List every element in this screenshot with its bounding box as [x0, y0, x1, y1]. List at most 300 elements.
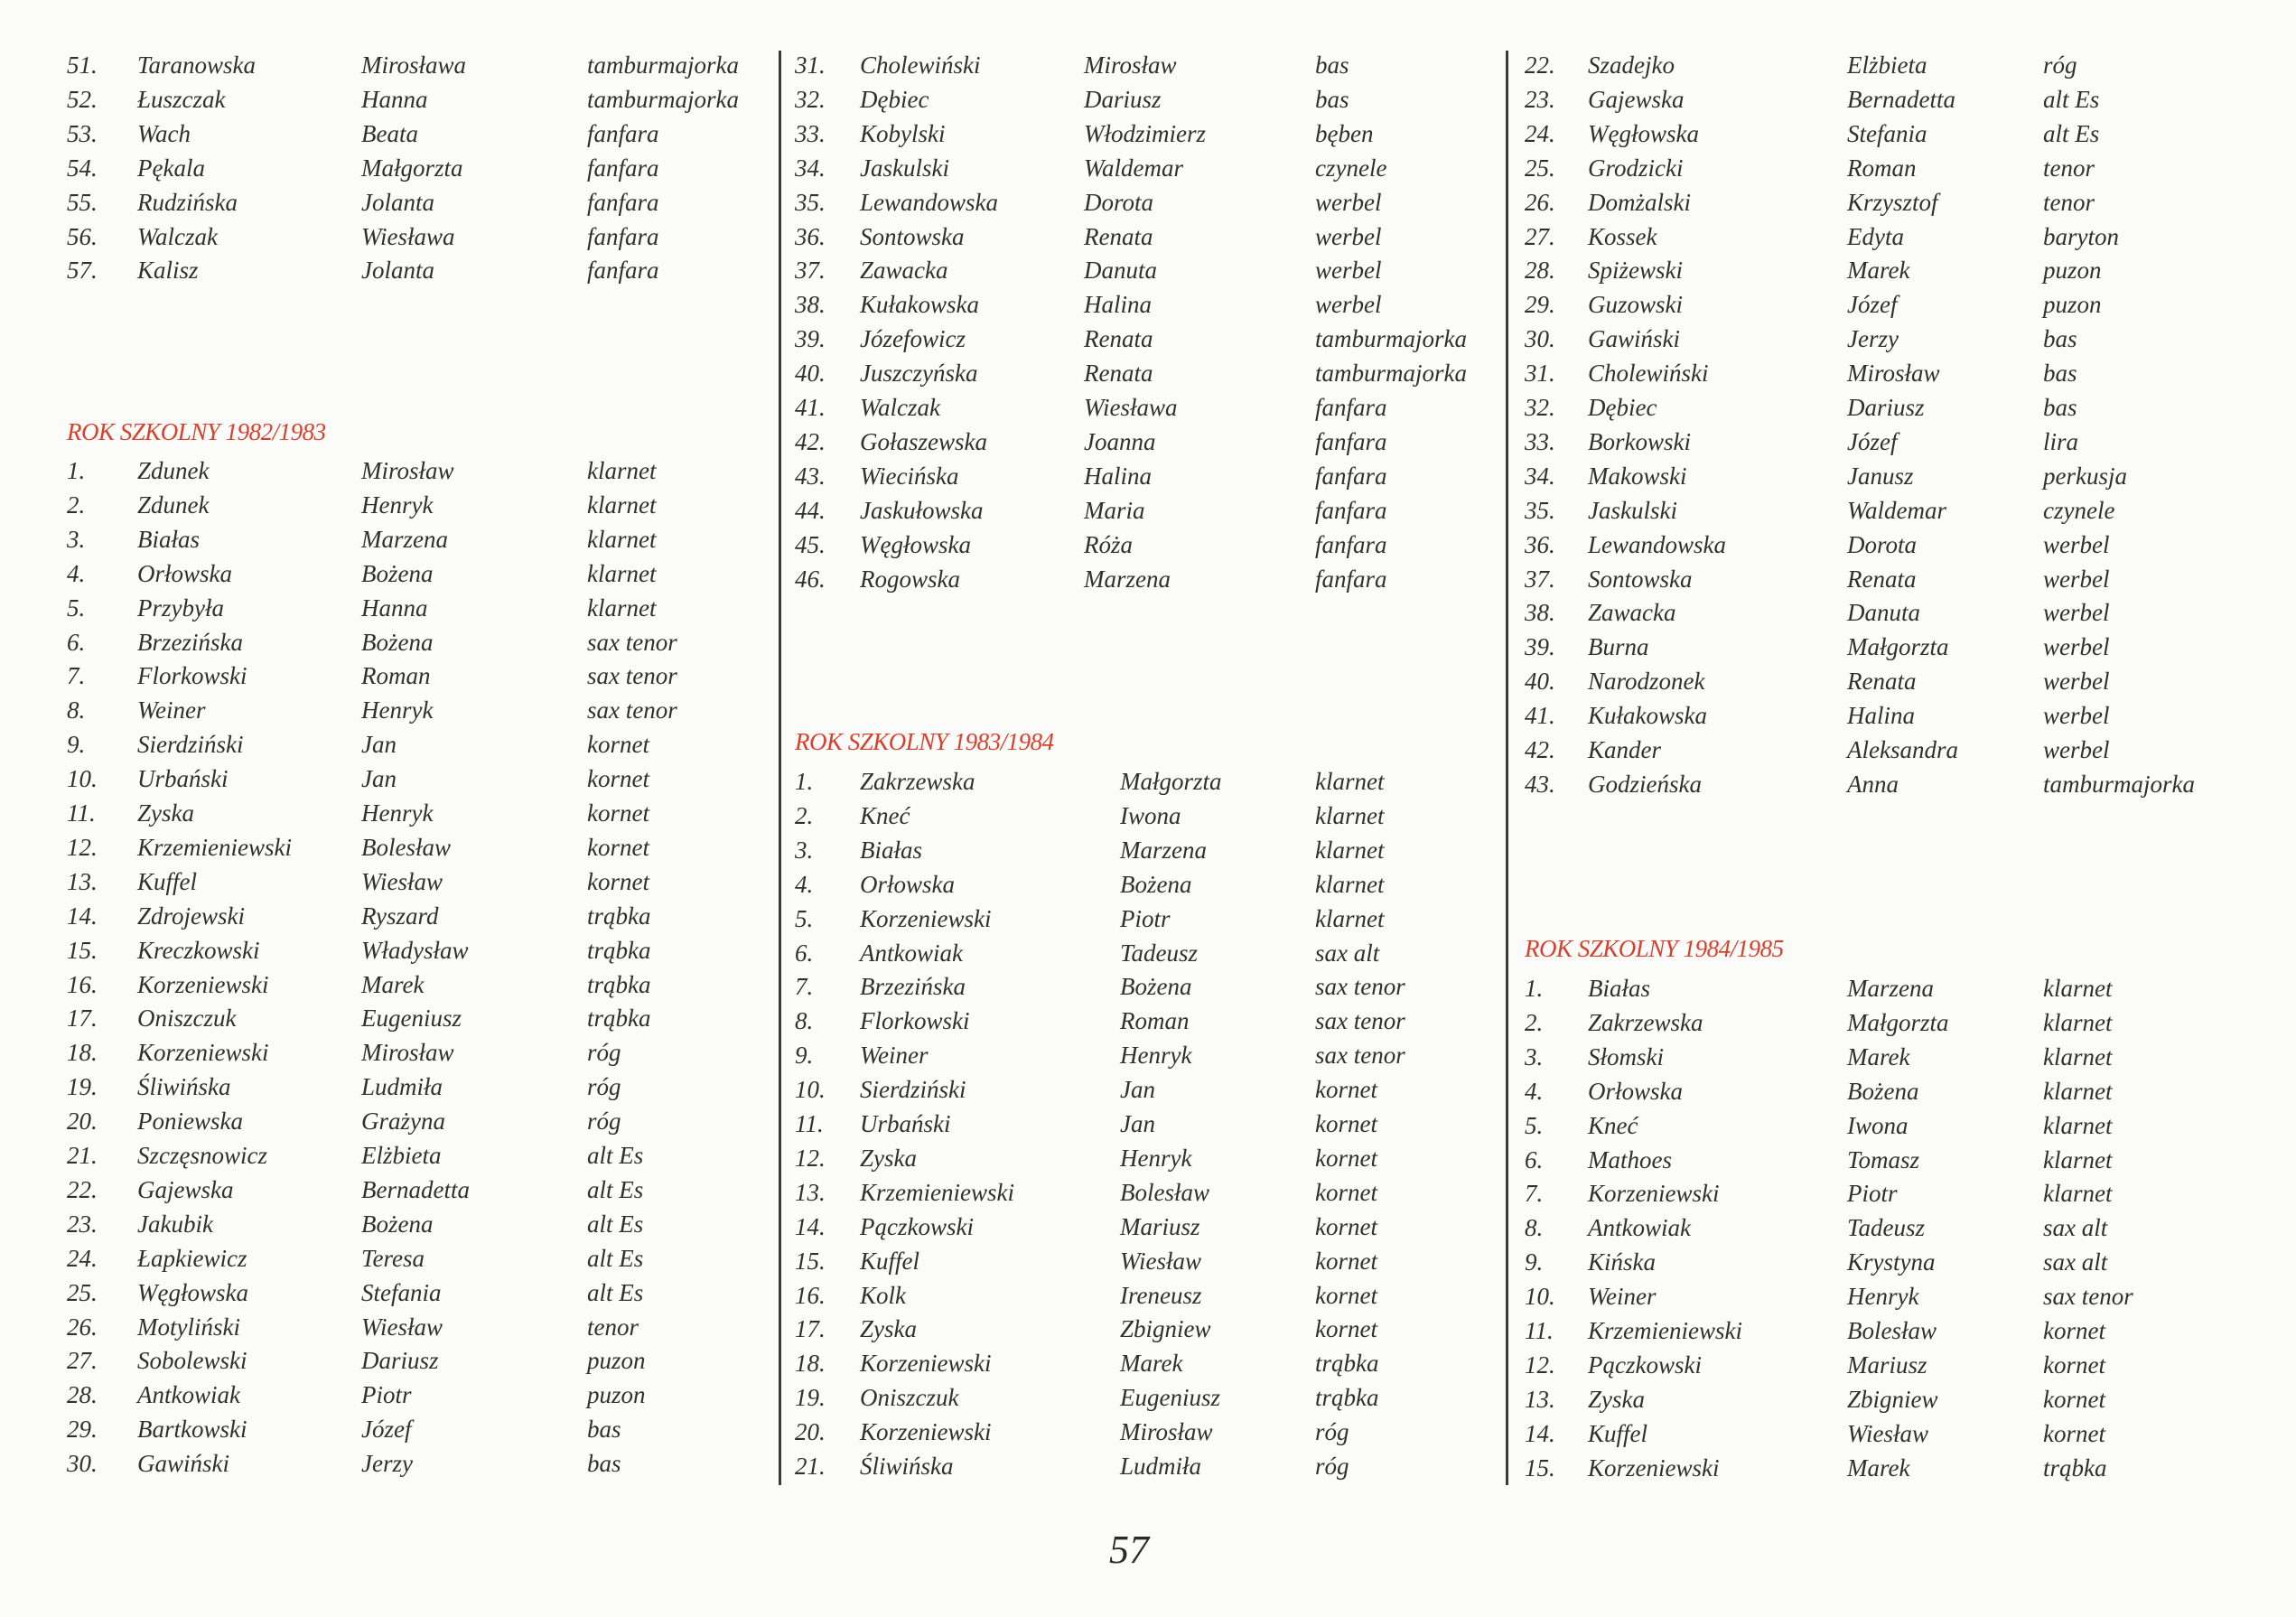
row-number: 15. — [67, 936, 98, 964]
first-name: Zbigniew — [1120, 1315, 1211, 1343]
instrument: klarnet — [1315, 801, 1385, 829]
first-name: Dorota — [1084, 188, 1154, 216]
first-name: Małgorzta — [1847, 1008, 1949, 1036]
instrument: tamburmajorka — [2043, 770, 2195, 798]
row-number: 14. — [795, 1212, 826, 1240]
surname: Kolk — [860, 1281, 906, 1309]
surname: Jaskulski — [1588, 496, 1677, 524]
first-name: Halina — [1084, 291, 1153, 319]
row-number: 34. — [795, 154, 826, 182]
row-number: 26. — [1525, 188, 1555, 216]
row-number: 3. — [1525, 1042, 1544, 1070]
row-number: 22. — [67, 1175, 98, 1203]
row-number: 35. — [1525, 496, 1555, 524]
surname: Pękala — [137, 154, 205, 182]
instrument: werbel — [2043, 668, 2110, 696]
first-name: Henryk — [1847, 1283, 1919, 1311]
instrument: bas — [1315, 85, 1349, 113]
surname: Zdunek — [137, 457, 210, 484]
row-number: 19. — [67, 1073, 98, 1101]
instrument: klarnet — [587, 457, 657, 484]
row-number: 11. — [67, 799, 96, 827]
surname: Jaskułowska — [860, 496, 984, 524]
first-name: Dariusz — [1084, 85, 1162, 113]
instrument: fanfara — [587, 119, 659, 147]
first-name: Dariusz — [361, 1347, 439, 1375]
first-name: Piotr — [1847, 1180, 1898, 1208]
surname: Kander — [1588, 736, 1661, 763]
row-number: 28. — [67, 1381, 98, 1409]
instrument: sax tenor — [587, 696, 677, 724]
row-number: 1. — [1525, 975, 1544, 1002]
surname: Dębiec — [860, 85, 929, 113]
first-name: Stefania — [1847, 119, 1927, 147]
surname: Juszczyńska — [860, 360, 978, 388]
column-divider-right — [1506, 51, 1508, 1485]
first-name: Mirosław — [361, 457, 454, 484]
surname: Taranowska — [137, 51, 257, 79]
row-number: 2. — [1525, 1008, 1544, 1036]
row-number: 11. — [795, 1110, 824, 1137]
first-name: Bolesław — [1847, 1317, 1937, 1344]
surname: Białas — [860, 836, 923, 864]
first-name: Marek — [1120, 1350, 1183, 1378]
row-number: 17. — [795, 1315, 826, 1343]
instrument: werbel — [1315, 222, 1382, 250]
instrument: werbel — [1315, 257, 1382, 285]
row-number: 43. — [1525, 770, 1555, 798]
instrument: tamburmajorka — [587, 85, 739, 113]
surname: Kneć — [860, 801, 910, 829]
instrument: tenor — [2043, 154, 2095, 182]
first-name: Halina — [1847, 702, 1916, 730]
instrument: fanfara — [1315, 530, 1387, 558]
first-name: Bolesław — [361, 833, 451, 861]
first-name: Henryk — [361, 491, 434, 519]
first-name: Bożena — [361, 1210, 434, 1238]
instrument: sax alt — [2043, 1214, 2108, 1242]
instrument: kornet — [2043, 1351, 2105, 1379]
instrument: puzon — [2043, 257, 2102, 285]
instrument: kornet — [1315, 1247, 1377, 1275]
surname: Cholewiński — [860, 51, 981, 79]
row-number: 4. — [67, 559, 86, 587]
first-name: Henryk — [1120, 1042, 1192, 1070]
surname: Florkowski — [137, 662, 247, 690]
first-name: Marek — [1847, 257, 1910, 285]
first-name: Tomasz — [1847, 1145, 1920, 1173]
surname: Kuffel — [1588, 1419, 1647, 1447]
first-name: Marek — [361, 970, 425, 998]
instrument: kornet — [587, 833, 649, 861]
surname: Dębiec — [1588, 394, 1657, 421]
surname: Oniszczuk — [860, 1384, 959, 1412]
row-number: 15. — [795, 1247, 826, 1275]
surname: Węgłowska — [137, 1278, 248, 1306]
row-number: 40. — [795, 360, 826, 388]
row-number: 4. — [1525, 1077, 1544, 1105]
surname: Gajewska — [137, 1175, 234, 1203]
instrument: bas — [2043, 325, 2077, 353]
surname: Śliwińska — [137, 1073, 231, 1101]
first-name: Eugeniusz — [1120, 1384, 1220, 1412]
instrument: alt Es — [587, 1210, 644, 1238]
row-number: 41. — [795, 394, 826, 421]
row-number: 12. — [795, 1144, 826, 1172]
instrument: bas — [587, 1416, 621, 1444]
row-number: 30. — [67, 1450, 98, 1478]
first-name: Elżbieta — [361, 1142, 442, 1169]
row-number: 6. — [67, 628, 86, 656]
instrument: kornet — [2043, 1317, 2105, 1344]
row-number: 31. — [1525, 360, 1555, 388]
row-number: 8. — [1525, 1214, 1544, 1242]
instrument: klarnet — [587, 559, 657, 587]
surname: Grodzicki — [1588, 154, 1684, 182]
surname: Walczak — [860, 394, 940, 421]
surname: Weiner — [860, 1042, 929, 1070]
surname: Korzeniewski — [860, 904, 992, 932]
first-name: Maria — [1084, 496, 1145, 524]
row-number: 33. — [795, 119, 826, 147]
first-name: Waldemar — [1847, 496, 1947, 524]
row-number: 3. — [795, 836, 814, 864]
first-name: Ludmiła — [361, 1073, 443, 1101]
row-number: 44. — [795, 496, 826, 524]
surname: Guzowski — [1588, 291, 1684, 319]
surname: Walczak — [137, 222, 218, 250]
surname: Narodzonek — [1588, 668, 1705, 696]
surname: Korzeniewski — [137, 970, 269, 998]
row-number: 1. — [67, 457, 86, 484]
instrument: alt Es — [2043, 119, 2100, 147]
row-number: 17. — [67, 1005, 98, 1033]
instrument: fanfara — [1315, 565, 1387, 593]
first-name: Józef — [1847, 291, 1898, 319]
row-number: 32. — [795, 85, 826, 113]
surname: Śliwińska — [860, 1453, 954, 1480]
first-name: Mirosław — [1084, 51, 1177, 79]
instrument: sax tenor — [587, 628, 677, 656]
row-number: 38. — [1525, 599, 1555, 627]
row-number: 13. — [67, 867, 98, 895]
first-name: Mirosław — [1847, 360, 1940, 388]
surname: Białas — [137, 525, 201, 553]
instrument: werbel — [2043, 599, 2110, 627]
surname: Łapkiewicz — [137, 1244, 247, 1272]
surname: Lewandowska — [860, 188, 999, 216]
row-number: 27. — [67, 1347, 98, 1375]
row-number: 11. — [1525, 1317, 1554, 1344]
row-number: 30. — [1525, 325, 1555, 353]
row-number: 46. — [795, 565, 826, 593]
surname: Białas — [1588, 975, 1651, 1002]
instrument: klarnet — [2043, 1180, 2113, 1208]
row-number: 15. — [1525, 1453, 1555, 1481]
first-name: Eugeniusz — [361, 1005, 462, 1033]
row-number: 25. — [1525, 154, 1555, 182]
instrument: kornet — [1315, 1110, 1377, 1137]
row-number: 10. — [1525, 1283, 1555, 1311]
instrument: tamburmajorka — [587, 51, 739, 79]
surname: Wiecińska — [860, 462, 959, 490]
first-name: Marzena — [361, 525, 448, 553]
surname: Brzezińska — [137, 628, 243, 656]
surname: Pączkowski — [860, 1212, 974, 1240]
instrument: kornet — [1315, 1076, 1377, 1104]
surname: Spiżewski — [1588, 257, 1683, 285]
surname: Poniewska — [137, 1108, 243, 1136]
instrument: trąbka — [587, 902, 651, 930]
instrument: werbel — [2043, 702, 2110, 730]
first-name: Elżbieta — [1847, 51, 1927, 79]
first-name: Stefania — [361, 1278, 442, 1306]
first-name: Tadeusz — [1847, 1214, 1926, 1242]
first-name: Ludmiła — [1120, 1453, 1202, 1480]
surname: Zawacka — [860, 257, 948, 285]
first-name: Wiesław — [361, 1313, 443, 1341]
instrument: tenor — [587, 1313, 639, 1341]
row-number: 1. — [795, 768, 814, 795]
instrument: klarnet — [587, 594, 657, 622]
first-name: Mariusz — [1120, 1212, 1200, 1240]
first-name: Mariusz — [1847, 1351, 1927, 1379]
instrument: klarnet — [1315, 904, 1385, 932]
surname: Przybyła — [137, 594, 224, 622]
row-number: 40. — [1525, 668, 1555, 696]
row-number: 14. — [67, 902, 98, 930]
instrument: klarnet — [2043, 1145, 2113, 1173]
row-number: 37. — [1525, 565, 1555, 593]
first-name: Jolanta — [361, 188, 434, 216]
row-number: 5. — [67, 594, 86, 622]
first-name: Bożena — [1847, 1077, 1919, 1105]
instrument: werbel — [2043, 565, 2110, 593]
surname: Pączkowski — [1588, 1351, 1702, 1379]
row-number: 3. — [67, 525, 86, 553]
row-number: 51. — [67, 51, 98, 79]
surname: Sierdziński — [137, 731, 244, 759]
surname: Węgłowska — [1588, 119, 1699, 147]
row-number: 25. — [67, 1278, 98, 1306]
instrument: sax tenor — [1315, 1042, 1405, 1070]
instrument: trąbka — [587, 1005, 651, 1033]
first-name: Zbigniew — [1847, 1385, 1938, 1413]
row-number: 39. — [795, 325, 826, 353]
surname: Lewandowska — [1588, 530, 1727, 558]
first-name: Wiesława — [361, 222, 455, 250]
row-number: 36. — [1525, 530, 1555, 558]
first-name: Ryszard — [361, 902, 439, 930]
surname: Motyliński — [137, 1313, 240, 1341]
first-name: Jan — [361, 765, 397, 793]
first-name: Władysław — [361, 936, 469, 964]
surname: Orłowska — [860, 870, 956, 898]
instrument: bas — [2043, 394, 2077, 421]
row-number: 23. — [67, 1210, 98, 1238]
row-number: 45. — [795, 530, 826, 558]
row-number: 21. — [795, 1453, 826, 1480]
first-name: Joanna — [1084, 427, 1156, 455]
instrument: trąbka — [587, 970, 651, 998]
first-name: Iwona — [1120, 801, 1181, 829]
first-name: Hanna — [361, 85, 428, 113]
first-name: Bożena — [1120, 870, 1192, 898]
row-number: 19. — [795, 1384, 826, 1412]
instrument: klarnet — [2043, 1111, 2113, 1139]
row-number: 2. — [67, 491, 86, 519]
instrument: czynele — [2043, 496, 2115, 524]
row-number: 4. — [795, 870, 814, 898]
first-name: Renata — [1847, 565, 1917, 593]
row-number: 7. — [795, 973, 814, 1001]
first-name: Bożena — [1120, 973, 1192, 1001]
instrument: róg — [587, 1073, 621, 1101]
first-name: Krzysztof — [1847, 188, 1938, 216]
row-number: 28. — [1525, 257, 1555, 285]
surname: Oniszczuk — [137, 1005, 237, 1033]
surname: Słomski — [1588, 1042, 1664, 1070]
first-name: Włodzimierz — [1084, 119, 1206, 147]
first-name: Roman — [361, 662, 431, 690]
row-number: 23. — [1525, 85, 1555, 113]
row-number: 29. — [1525, 291, 1555, 319]
row-number: 33. — [1525, 427, 1555, 455]
first-name: Mirosław — [1120, 1418, 1213, 1446]
instrument: alt Es — [2043, 85, 2100, 113]
first-name: Anna — [1847, 770, 1899, 798]
first-name: Teresa — [361, 1244, 425, 1272]
row-number: 31. — [795, 51, 826, 79]
first-name: Marek — [1847, 1453, 1910, 1481]
instrument: werbel — [2043, 633, 2110, 661]
first-name: Renata — [1847, 668, 1917, 696]
first-name: Małgorzta — [1120, 768, 1222, 795]
first-name: Wiesław — [1847, 1419, 1929, 1447]
first-name: Małgorzta — [361, 154, 463, 182]
instrument: kornet — [1315, 1144, 1377, 1172]
row-number: 5. — [795, 904, 814, 932]
instrument: kornet — [1315, 1281, 1377, 1309]
instrument: róg — [1315, 1453, 1349, 1480]
surname: Urbański — [137, 765, 229, 793]
first-name: Wiesław — [1120, 1247, 1202, 1275]
row-number: 8. — [67, 696, 86, 724]
instrument: kornet — [1315, 1315, 1377, 1343]
first-name: Marek — [1847, 1042, 1910, 1070]
first-name: Mirosław — [361, 1039, 454, 1067]
surname: Zakrzewska — [860, 768, 975, 795]
instrument: tamburmajorka — [1315, 325, 1467, 353]
row-number: 56. — [67, 222, 98, 250]
row-number: 9. — [1525, 1248, 1544, 1276]
surname: Kińska — [1588, 1248, 1657, 1276]
page-number: 57 — [1109, 1528, 1149, 1572]
surname: Cholewiński — [1588, 360, 1709, 388]
row-number: 2. — [795, 801, 814, 829]
surname: Kneć — [1588, 1111, 1638, 1139]
row-number: 14. — [1525, 1419, 1555, 1447]
surname: Krzemieniewski — [137, 833, 292, 861]
instrument: fanfara — [587, 188, 659, 216]
row-number: 18. — [67, 1039, 98, 1067]
instrument: werbel — [2043, 530, 2110, 558]
first-name: Janusz — [1847, 462, 1914, 490]
surname: Brzezińska — [860, 973, 966, 1001]
surname: Kossek — [1588, 222, 1657, 250]
instrument: klarnet — [1315, 768, 1385, 795]
surname: Korzeniewski — [860, 1350, 992, 1378]
instrument: klarnet — [2043, 975, 2113, 1002]
instrument: kornet — [2043, 1385, 2105, 1413]
row-number: 35. — [795, 188, 826, 216]
first-name: Roman — [1120, 1007, 1190, 1035]
instrument: klarnet — [587, 491, 657, 519]
instrument: puzon — [2043, 291, 2102, 319]
surname: Bartkowski — [137, 1416, 247, 1444]
row-number: 13. — [1525, 1385, 1555, 1413]
instrument: trąbka — [2043, 1453, 2107, 1481]
first-name: Waldemar — [1084, 154, 1184, 182]
first-name: Hanna — [361, 594, 428, 622]
instrument: fanfara — [1315, 462, 1387, 490]
surname: Sobolewski — [137, 1347, 247, 1375]
column-divider-left — [779, 51, 781, 1485]
instrument: bas — [587, 1450, 621, 1478]
row-number: 29. — [67, 1416, 98, 1444]
surname: Sontowska — [860, 222, 965, 250]
first-name: Marzena — [1084, 565, 1171, 593]
surname: Szczęsnowicz — [137, 1142, 267, 1169]
section-title: ROK SZKOLNY 1983/1984 — [795, 728, 1054, 755]
row-number: 37. — [795, 257, 826, 285]
first-name: Edyta — [1847, 222, 1904, 250]
row-number: 24. — [67, 1244, 98, 1272]
first-name: Jan — [1120, 1076, 1155, 1104]
first-name: Jerzy — [1847, 325, 1899, 353]
row-number: 6. — [1525, 1145, 1544, 1173]
row-number: 36. — [795, 222, 826, 250]
surname: Florkowski — [860, 1007, 970, 1035]
row-number: 41. — [1525, 702, 1555, 730]
instrument: puzon — [587, 1381, 646, 1409]
first-name: Małgorzta — [1847, 633, 1949, 661]
surname: Kobylski — [860, 119, 946, 147]
first-name: Tadeusz — [1120, 939, 1199, 967]
first-name: Józef — [1847, 427, 1898, 455]
instrument: kornet — [587, 731, 649, 759]
instrument: puzon — [587, 1347, 646, 1375]
instrument: tenor — [2043, 188, 2095, 216]
surname: Gołaszewska — [860, 427, 987, 455]
instrument: kornet — [587, 799, 649, 827]
instrument: lira — [2043, 427, 2079, 455]
first-name: Dariusz — [1847, 394, 1925, 421]
surname: Zawacka — [1588, 599, 1676, 627]
instrument: sax tenor — [587, 662, 677, 690]
instrument: fanfara — [587, 154, 659, 182]
first-name: Halina — [1084, 462, 1153, 490]
surname: Kuffel — [137, 867, 197, 895]
surname: Kułakowska — [1588, 702, 1707, 730]
row-number: 26. — [67, 1313, 98, 1341]
surname: Gawiński — [1588, 325, 1681, 353]
row-number: 12. — [1525, 1351, 1555, 1379]
surname: Weiner — [137, 696, 206, 724]
instrument: fanfara — [587, 257, 659, 285]
surname: Mathoes — [1588, 1145, 1672, 1173]
first-name: Ireneusz — [1120, 1281, 1202, 1309]
